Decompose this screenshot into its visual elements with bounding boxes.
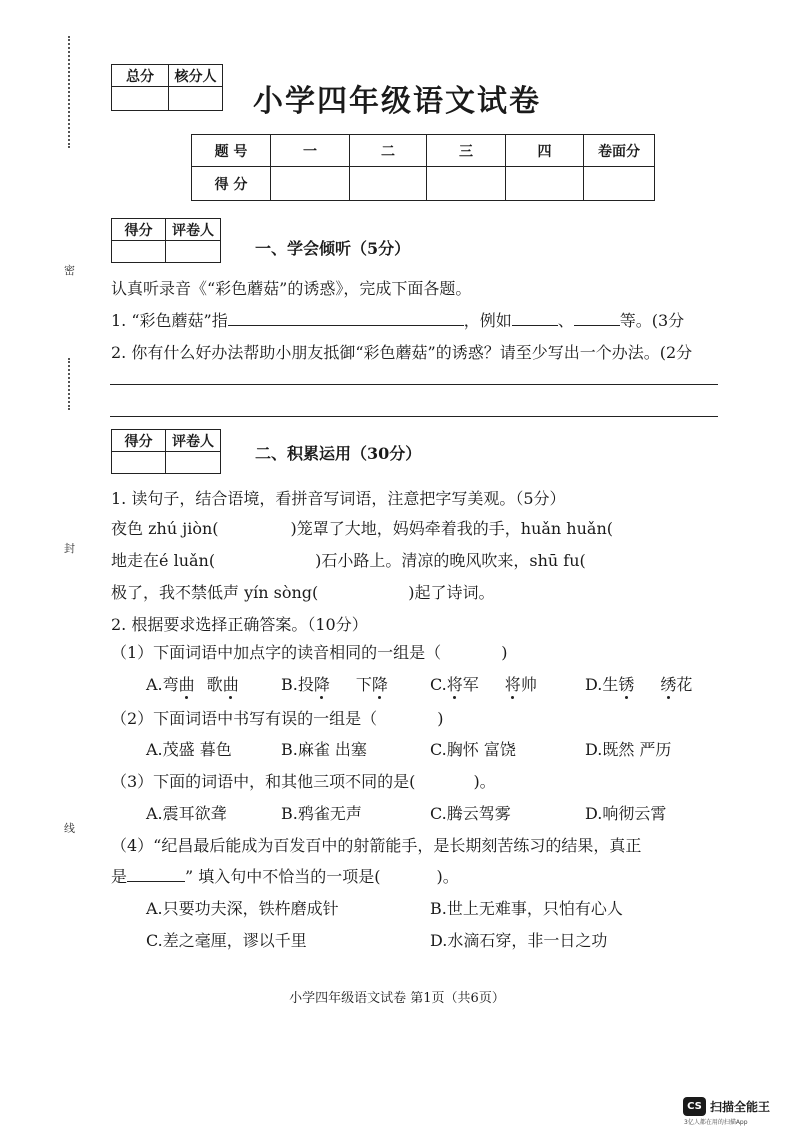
section1-q1-blank-1[interactable]	[228, 309, 464, 326]
q1-line1-pinyin-1: zhú jiòn	[148, 519, 213, 538]
q1-line1-pinyin-2: huǎn huǎn	[520, 519, 607, 538]
sub2-close-paren: )	[437, 709, 444, 728]
sub1-a-w1-pre: 弯	[162, 675, 179, 694]
page-title: 小学四年级语文试卷	[253, 84, 541, 119]
margin-char-1: 密	[64, 264, 75, 277]
sub4-option-c[interactable]: C.差之毫厘，谬以千里	[146, 931, 307, 950]
section1-answer-line-1[interactable]	[110, 384, 718, 385]
section1-q2: 2. 你有什么好办法帮助小朋友抵御“彩色蘑菇”的诱惑？请至少写出一个办法。(2分	[111, 343, 693, 362]
margin-char-3: 线	[64, 822, 75, 835]
sub1-question-text: （1）下面词语中加点字的读音相同的一组是（	[111, 643, 442, 662]
sub3-close-paren: )。	[473, 772, 496, 791]
score-table-col-3: 三	[427, 135, 506, 167]
section2-q1-line-3	[111, 580, 495, 603]
sub1-option-a[interactable]	[146, 672, 239, 695]
section1-grader-header: 评卷人	[166, 219, 221, 241]
q1-line2-open-paren: (	[208, 551, 216, 570]
sub4-question-line2	[111, 864, 459, 887]
sub1-c-w1-dot: 将	[446, 675, 463, 694]
sub2-option-a[interactable]: A.茂盛 暮色	[146, 740, 232, 759]
section2-grader-header: 评卷人	[166, 430, 221, 452]
sub1-d-w1-dot: 锈	[618, 675, 635, 694]
score-table-row1-label: 题 号	[192, 135, 271, 167]
camscanner-logo-icon: CS	[683, 1097, 706, 1116]
sub1-a-w2-pre: 歌	[206, 675, 223, 694]
camscanner-name: 扫描全能王	[710, 1100, 771, 1114]
sub1-b-w1-dot: 降	[313, 675, 330, 694]
q1-line2-text-b: 石小路上。清凉的晚风吹来，	[321, 551, 530, 570]
binding-line-mid	[68, 358, 70, 410]
score-cell-5[interactable]	[584, 167, 655, 201]
sub1-option-c[interactable]	[430, 672, 537, 695]
score-cell-2[interactable]	[350, 167, 427, 201]
section1-q1-blank-2[interactable]	[512, 309, 558, 326]
q1-line1-close-paren: )	[290, 519, 297, 538]
q1-line1-text-b: 笼罩了大地，妈妈牵着我的手，	[296, 519, 521, 538]
sub3-option-d[interactable]: D.响彻云霄	[585, 804, 667, 823]
q1-line2-open-paren-2: (	[579, 551, 586, 570]
sub4-option-d[interactable]: D.水滴石穿，非一日之功	[430, 931, 608, 950]
sub1-option-d[interactable]	[585, 672, 692, 695]
section1-grader-cell[interactable]	[166, 241, 221, 263]
section2-grader-cell[interactable]	[166, 452, 221, 474]
sub1-a-w1-dot: 曲	[178, 675, 195, 694]
sub2-option-b[interactable]: B.麻雀 出塞	[281, 740, 367, 759]
sub3-option-a[interactable]: A.震耳欲聋	[146, 804, 227, 823]
sub2-question-text: （2）下面词语中书写有误的一组是（	[111, 709, 378, 728]
q1-line1-open-paren: (	[212, 519, 219, 538]
sub3-question	[111, 769, 496, 792]
sub2-option-d[interactable]: D.既然 严历	[585, 740, 672, 759]
sub4-blank[interactable]	[127, 865, 185, 882]
sub1-b-w2-dot: 降	[371, 675, 388, 694]
section2-title: 二、积累运用（30分）	[255, 444, 422, 463]
section2-score-header: 得分	[112, 430, 166, 452]
section1-title: 一、学会倾听（5分）	[255, 239, 411, 258]
section2-q1-line-2	[111, 548, 586, 571]
section1-q1-mid: ，例如	[463, 311, 512, 330]
section1-q1-sep: 、	[557, 311, 574, 330]
sub1-option-c-label: C.	[430, 675, 447, 694]
sub1-c-w1-post: 军	[462, 675, 479, 694]
section1-q1-prefix: 1. “彩色蘑菇”指	[111, 311, 228, 330]
score-table	[191, 134, 655, 201]
sub1-c-w2-post: 帅	[520, 675, 537, 694]
sub1-b-w2-pre: 下	[355, 675, 372, 694]
sub4-line2-suffix: )。	[436, 867, 459, 886]
q1-line2-pinyin-2: shū fu	[529, 551, 580, 570]
score-cell-1[interactable]	[271, 167, 350, 201]
section1-q1	[111, 308, 684, 331]
page-footer: 小学四年级语文试卷 第1页（共6页）	[289, 991, 505, 1006]
sub1-close-paren: )	[501, 643, 508, 662]
section1-answer-line-2[interactable]	[110, 416, 718, 417]
section1-q1-suffix: 等。(3分	[619, 311, 685, 330]
q1-line1-text-a: 夜色	[111, 519, 144, 538]
sub4-option-b[interactable]: B.世上无难事，只怕有心人	[430, 899, 623, 918]
sub4-question: （4）“纪昌最后能成为百发百中的射箭能手，是长期刻苦练习的结果，真正	[111, 836, 642, 855]
section1-intro: 认真听录音《“彩色蘑菇”的诱惑》，完成下面各题。	[111, 279, 472, 298]
score-table-col-5: 卷面分	[584, 135, 655, 167]
score-table-col-2: 二	[350, 135, 427, 167]
camscanner-tagline: 3亿人都在用的扫描App	[684, 1119, 748, 1126]
q1-line2-pinyin-1: é luǎn	[159, 551, 209, 570]
q1-line3-close-paren: )	[408, 583, 415, 602]
q1-line2-text-a: 地走在	[111, 551, 160, 570]
sub3-option-c[interactable]: C.腾云驾雾	[430, 804, 511, 823]
score-table-row2-label: 得 分	[192, 167, 271, 201]
sub1-option-a-label: A.	[146, 675, 163, 694]
section1-q1-blank-3[interactable]	[574, 309, 620, 326]
sub1-d-w2-post: 花	[676, 675, 693, 694]
q1-line3-open-paren: (	[312, 583, 319, 602]
sub3-option-b[interactable]: B.鸦雀无声	[281, 804, 362, 823]
sub1-option-b[interactable]	[281, 672, 388, 695]
sub4-line2-prefix: 是	[111, 867, 128, 886]
sub1-a-w2-dot: 曲	[222, 675, 239, 694]
sub4-line2-mid: ” 填入句中不恰当的一项是(	[185, 867, 381, 886]
checker-header: 核分人	[169, 65, 223, 87]
sub1-b-w1-pre: 投	[297, 675, 314, 694]
score-cell-3[interactable]	[427, 167, 506, 201]
sub1-question	[111, 640, 507, 663]
total-score-header: 总分	[112, 65, 169, 87]
sub3-question-text: （3）下面的词语中，和其他三项不同的是(	[111, 772, 416, 791]
section2-q1-title: 1. 读句子，结合语境，看拼音写词语，注意把字写美观。（5分）	[111, 489, 566, 508]
sub2-option-c[interactable]: C.胸怀 富饶	[430, 740, 516, 759]
section2-q1-line-1	[111, 516, 613, 539]
margin-char-2: 封	[64, 542, 75, 555]
sub1-d-w2-dot: 绣	[660, 675, 677, 694]
section2-score-cell[interactable]	[112, 452, 166, 474]
score-table-col-1: 一	[271, 135, 350, 167]
section1-grader-box	[111, 218, 221, 263]
section2-grader-box	[111, 429, 221, 474]
sub2-question	[111, 706, 443, 729]
sub1-option-d-label: D.	[585, 675, 603, 694]
section1-score-header: 得分	[112, 219, 166, 241]
q1-line3-text-a: 极了，我不禁低声	[111, 583, 240, 602]
score-table-col-4: 四	[506, 135, 584, 167]
q1-line3-text-b: 起了诗词。	[414, 583, 495, 602]
score-cell-4[interactable]	[506, 167, 584, 201]
q1-line2-close-paren: )	[315, 551, 322, 570]
q1-line1-open-paren-2: (	[606, 519, 614, 538]
sub1-option-b-label: B.	[281, 675, 298, 694]
sub4-option-a[interactable]: A.只要功夫深，铁杵磨成针	[146, 899, 339, 918]
sub1-d-w1-pre: 生	[602, 675, 619, 694]
sub1-c-w2-dot: 将	[504, 675, 521, 694]
q1-line3-pinyin-1: yín sòng	[244, 583, 313, 602]
section1-score-cell[interactable]	[112, 241, 166, 263]
section2-q2-title: 2. 根据要求选择正确答案。（10分）	[111, 615, 368, 634]
